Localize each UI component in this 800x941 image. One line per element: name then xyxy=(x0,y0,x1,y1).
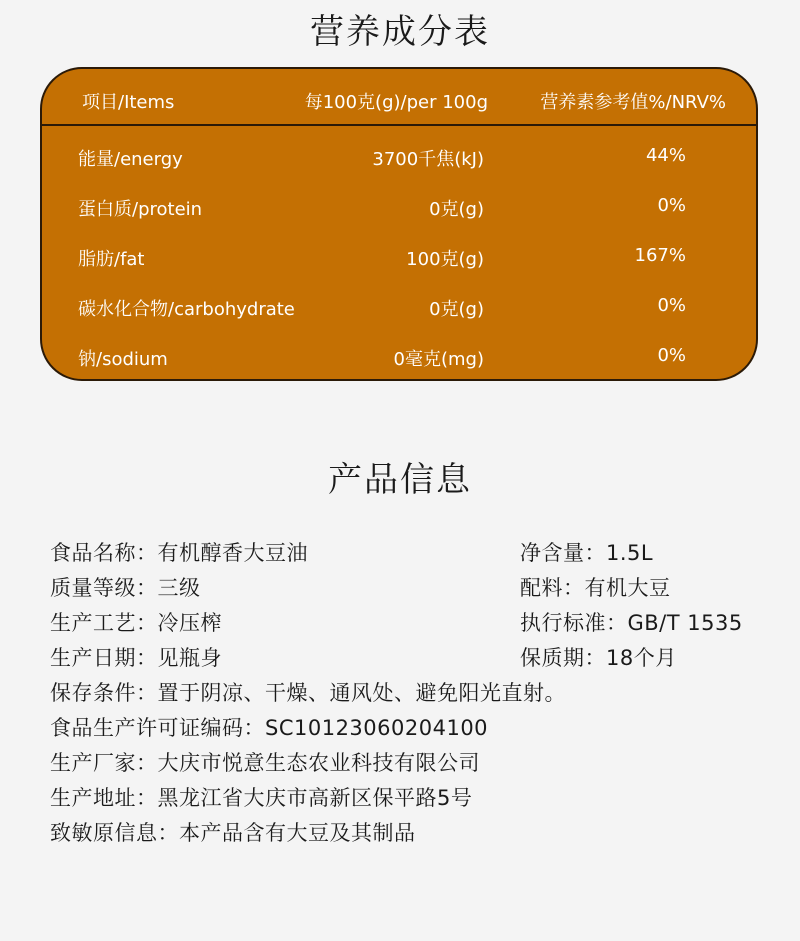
row-item: 能量/energy xyxy=(78,149,183,170)
production-license: 食品生产许可证编码：SC10123060204100 xyxy=(50,716,489,740)
production-process: 生产工艺：冷压榨 xyxy=(50,611,222,635)
row-nrv: 0% xyxy=(657,295,686,316)
row-item: 钠/sodium xyxy=(78,349,168,370)
production-address: 生产地址：黑龙江省大庆市高新区保平路5号 xyxy=(50,786,473,810)
storage-conditions: 保存条件：置于阴凉、干燥、通风处、避免阳光直射。 xyxy=(50,681,566,705)
row-item: 蛋白质/protein xyxy=(78,199,203,220)
header-nrv: 营养素参考值%/NRV% xyxy=(540,92,726,113)
table-row xyxy=(42,131,756,181)
allergen-info: 致敏原信息：本产品含有大豆及其制品 xyxy=(50,821,416,845)
ingredients: 配料：有机大豆 xyxy=(520,576,671,600)
row-item: 脂肪/fat xyxy=(78,249,145,270)
table-row xyxy=(42,181,756,231)
row-nrv: 167% xyxy=(634,245,686,266)
shelf-life: 保质期：18个月 xyxy=(520,646,677,670)
row-nrv: 0% xyxy=(657,345,686,366)
product-info-title: 产品信息 xyxy=(328,460,472,500)
row-item: 碳水化合物/carbohydrate xyxy=(78,299,295,320)
row-value: 100克(g) xyxy=(406,249,484,270)
manufacturer: 生产厂家：大庆市悦意生态农业科技有限公司 xyxy=(50,751,480,775)
nutrition-table-title: 营养成分表 xyxy=(310,12,490,52)
header-per-100g: 每100克(g)/per 100g xyxy=(304,92,488,113)
row-value: 0克(g) xyxy=(429,299,484,320)
production-date: 生产日期：见瓶身 xyxy=(50,646,222,670)
execution-standard: 执行标准：GB/T 1535 xyxy=(520,611,743,635)
row-value: 0克(g) xyxy=(429,199,484,220)
nutrition-table-header xyxy=(42,69,756,126)
row-nrv: 44% xyxy=(645,145,686,166)
header-items: 项目/Items xyxy=(82,92,175,113)
quality-grade: 质量等级：三级 xyxy=(50,576,201,600)
table-row xyxy=(42,331,756,381)
table-row xyxy=(42,231,756,281)
nutrition-table xyxy=(40,67,758,381)
net-content: 净含量：1.5L xyxy=(520,541,654,565)
row-value: 0毫克(mg) xyxy=(393,349,484,370)
product-name: 食品名称：有机醇香大豆油 xyxy=(50,541,308,565)
table-row xyxy=(42,281,756,331)
row-nrv: 0% xyxy=(657,195,686,216)
row-value: 3700千焦(kJ) xyxy=(372,149,484,170)
